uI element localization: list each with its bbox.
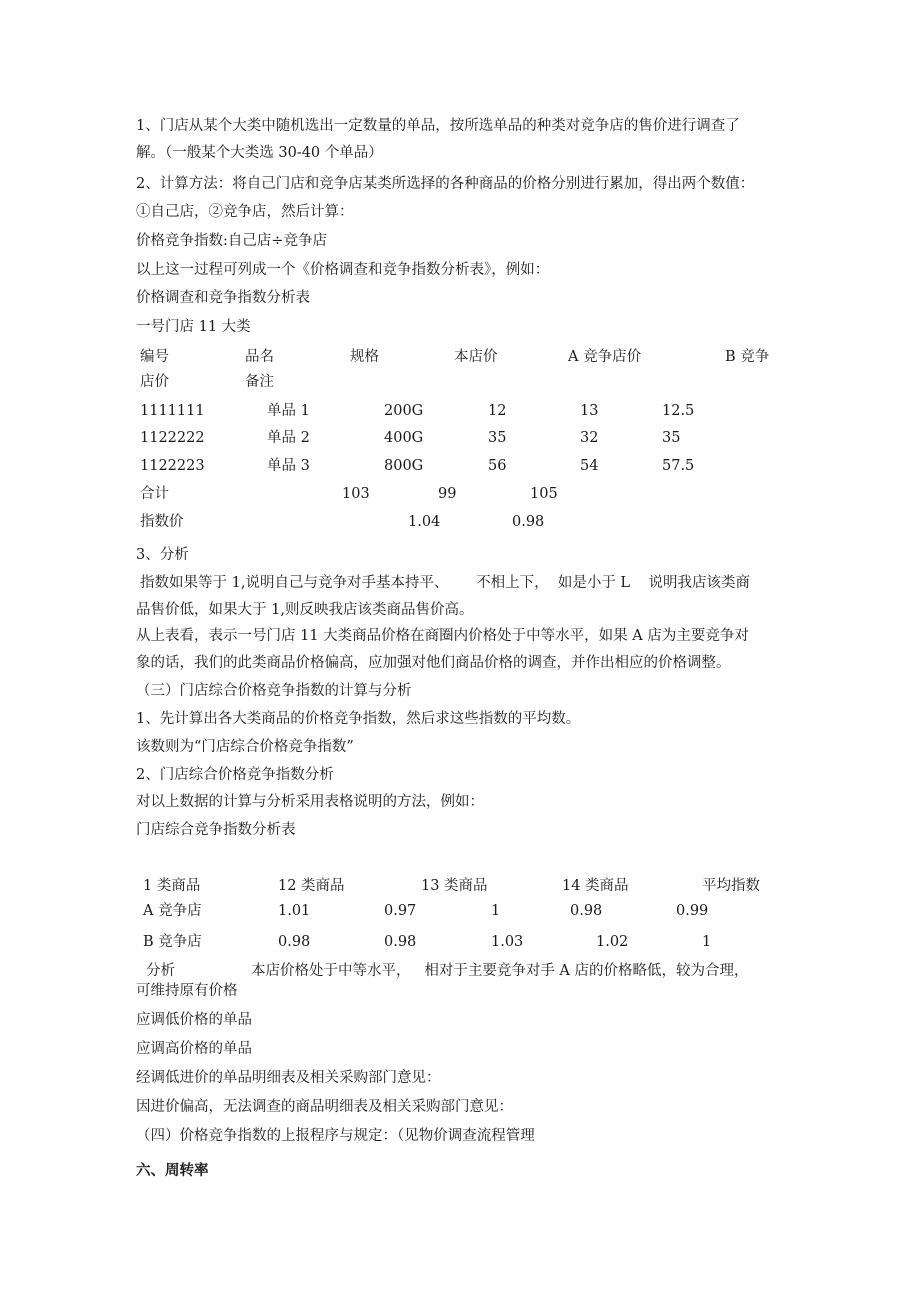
analysis-line-3: 从上表看，表示一号门店 11 大类商品价格在商圈内价格处于中等水平，如果 A 店为主要竞争对	[136, 628, 749, 644]
store-line: 一号门店 11 大类	[136, 319, 251, 335]
paragraph-2-line-2: ①自己店，②竞争店，然后计算：	[136, 204, 354, 220]
table-2-header-cell: 12 类商品	[278, 878, 345, 894]
total-value: 105	[530, 486, 558, 502]
index-value: 0.98	[512, 514, 545, 530]
analysis-line-1: 指数如果等于 1,说明自己与竞争对手基本持平、 不相上下， 如是小于 L 说明我店该类商	[140, 575, 750, 591]
table-cell: 1111111	[140, 403, 205, 419]
index-value: 1.04	[408, 514, 441, 530]
table-cell: B 竞争店	[143, 934, 202, 950]
table-cell: 1	[702, 934, 712, 950]
analysis-label: 分析	[146, 963, 175, 979]
tail-line-1: 应调低价格的单品	[136, 1012, 252, 1028]
table-cell: 57.5	[662, 458, 695, 474]
tail-line-3: 经调低进价的单品明细表及相关采购部门意见：	[136, 1070, 441, 1086]
table-1-header-cell: 店价	[140, 374, 169, 390]
table-1-header-cell: A 竞争店价	[568, 349, 642, 365]
paragraph-1-line-2: 解。（一般某个大类选 30-40 个单品）	[136, 145, 383, 161]
section-3-line-3: 2、门店综合价格竞争指数分析	[136, 767, 334, 783]
formula-line: 价格竞争指数:自己店÷竞争店	[136, 233, 328, 249]
table-2-header-cell: 平均指数	[702, 878, 760, 894]
table-cell: 1122222	[140, 430, 205, 446]
total-label: 合计	[140, 486, 169, 502]
table-1-header-cell: 品名	[245, 349, 274, 365]
analysis-line-2: 品售价低，如果大于 1,则反映我店该类商品售价高。	[136, 602, 474, 618]
total-value: 103	[342, 486, 370, 502]
table-cell: 54	[580, 458, 599, 474]
table-cell: 12	[488, 403, 507, 419]
section-3-line-2: 该数则为“门店综合价格竞争指数”	[136, 739, 354, 755]
analysis-text-wrap: 可维持原有价格	[136, 983, 238, 999]
table-cell: 0.97	[384, 903, 417, 919]
table-1-header-cell: 本店价	[454, 349, 498, 365]
table-2-header-cell: 1 类商品	[143, 878, 201, 894]
lead-line: 以上这一过程可列成一个《价格调查和竞争指数分析表》，例如：	[136, 262, 550, 278]
table-cell: 35	[488, 430, 507, 446]
table-cell: 1	[491, 903, 501, 919]
total-value: 99	[438, 486, 457, 502]
table-cell: 0.99	[676, 903, 709, 919]
table-cell: A 竞争店	[143, 903, 202, 919]
table-1-header-cell: 备注	[245, 374, 274, 390]
table-1-header-cell: B 竞争	[725, 349, 770, 365]
section-3-heading: （三）门店综合价格竞争指数的计算与分析	[136, 683, 412, 699]
table-cell: 1.03	[491, 934, 524, 950]
analysis-text: 本店价格处于中等水平， 相对于主要竞争对手 A 店的价格略低，较为合理，	[251, 963, 749, 979]
table-cell: 0.98	[570, 903, 603, 919]
table-2-header-cell: 13 类商品	[421, 878, 488, 894]
table-cell: 1.02	[596, 934, 629, 950]
table-cell: 800G	[384, 458, 424, 474]
tail-line-2: 应调高价格的单品	[136, 1041, 252, 1057]
table-cell: 12.5	[662, 403, 695, 419]
table-cell: 1.01	[278, 903, 311, 919]
paragraph-2-line-1: 2、计算方法：将自己门店和竞争店某类所选择的各种商品的价格分别进行累加，得出两个数值：	[136, 176, 755, 192]
paragraph-1-line-1: 1、门店从某个大类中随机选出一定数量的单品，按所选单品的种类对竞争店的售价进行调查了	[136, 118, 740, 134]
table-cell: 13	[580, 403, 599, 419]
table-1-header-cell: 规格	[350, 349, 379, 365]
table-cell: 35	[662, 430, 681, 446]
section-6-title: 六、周转率	[136, 1163, 209, 1179]
section-3-line-1: 1、先计算出各大类商品的价格竞争指数，然后求这些指数的平均数。	[136, 711, 581, 727]
index-label: 指数价	[140, 514, 184, 530]
table-cell: 单品 1	[267, 403, 310, 419]
tail-line-4: 因进价偏高，无法调查的商品明细表及相关采购部门意见：	[136, 1099, 513, 1115]
table-2-title: 门店综合竞争指数分析表	[136, 822, 296, 838]
analysis-line-4: 象的话，我们的此类商品价格偏高，应加强对他们商品价格的调查，并作出相应的价格调整。	[136, 655, 731, 671]
section-3-line-4: 对以上数据的计算与分析采用表格说明的方法，例如：	[136, 794, 484, 810]
table-cell: 1122223	[140, 458, 205, 474]
table-1-header-cell: 编号	[140, 349, 169, 365]
table-cell: 0.98	[384, 934, 417, 950]
table-2-header-cell: 14 类商品	[562, 878, 629, 894]
table-cell: 0.98	[278, 934, 311, 950]
table-cell: 单品 3	[267, 458, 310, 474]
table-cell: 400G	[384, 430, 424, 446]
table-cell: 200G	[384, 403, 424, 419]
table-cell: 56	[488, 458, 507, 474]
table-1-title: 价格调查和竞争指数分析表	[136, 290, 310, 306]
tail-line-5: （四）价格竞争指数的上报程序与规定：（见物价调查流程管理	[136, 1128, 535, 1144]
table-cell: 32	[580, 430, 599, 446]
table-cell: 单品 2	[267, 430, 310, 446]
analysis-heading: 3、分析	[136, 547, 189, 563]
